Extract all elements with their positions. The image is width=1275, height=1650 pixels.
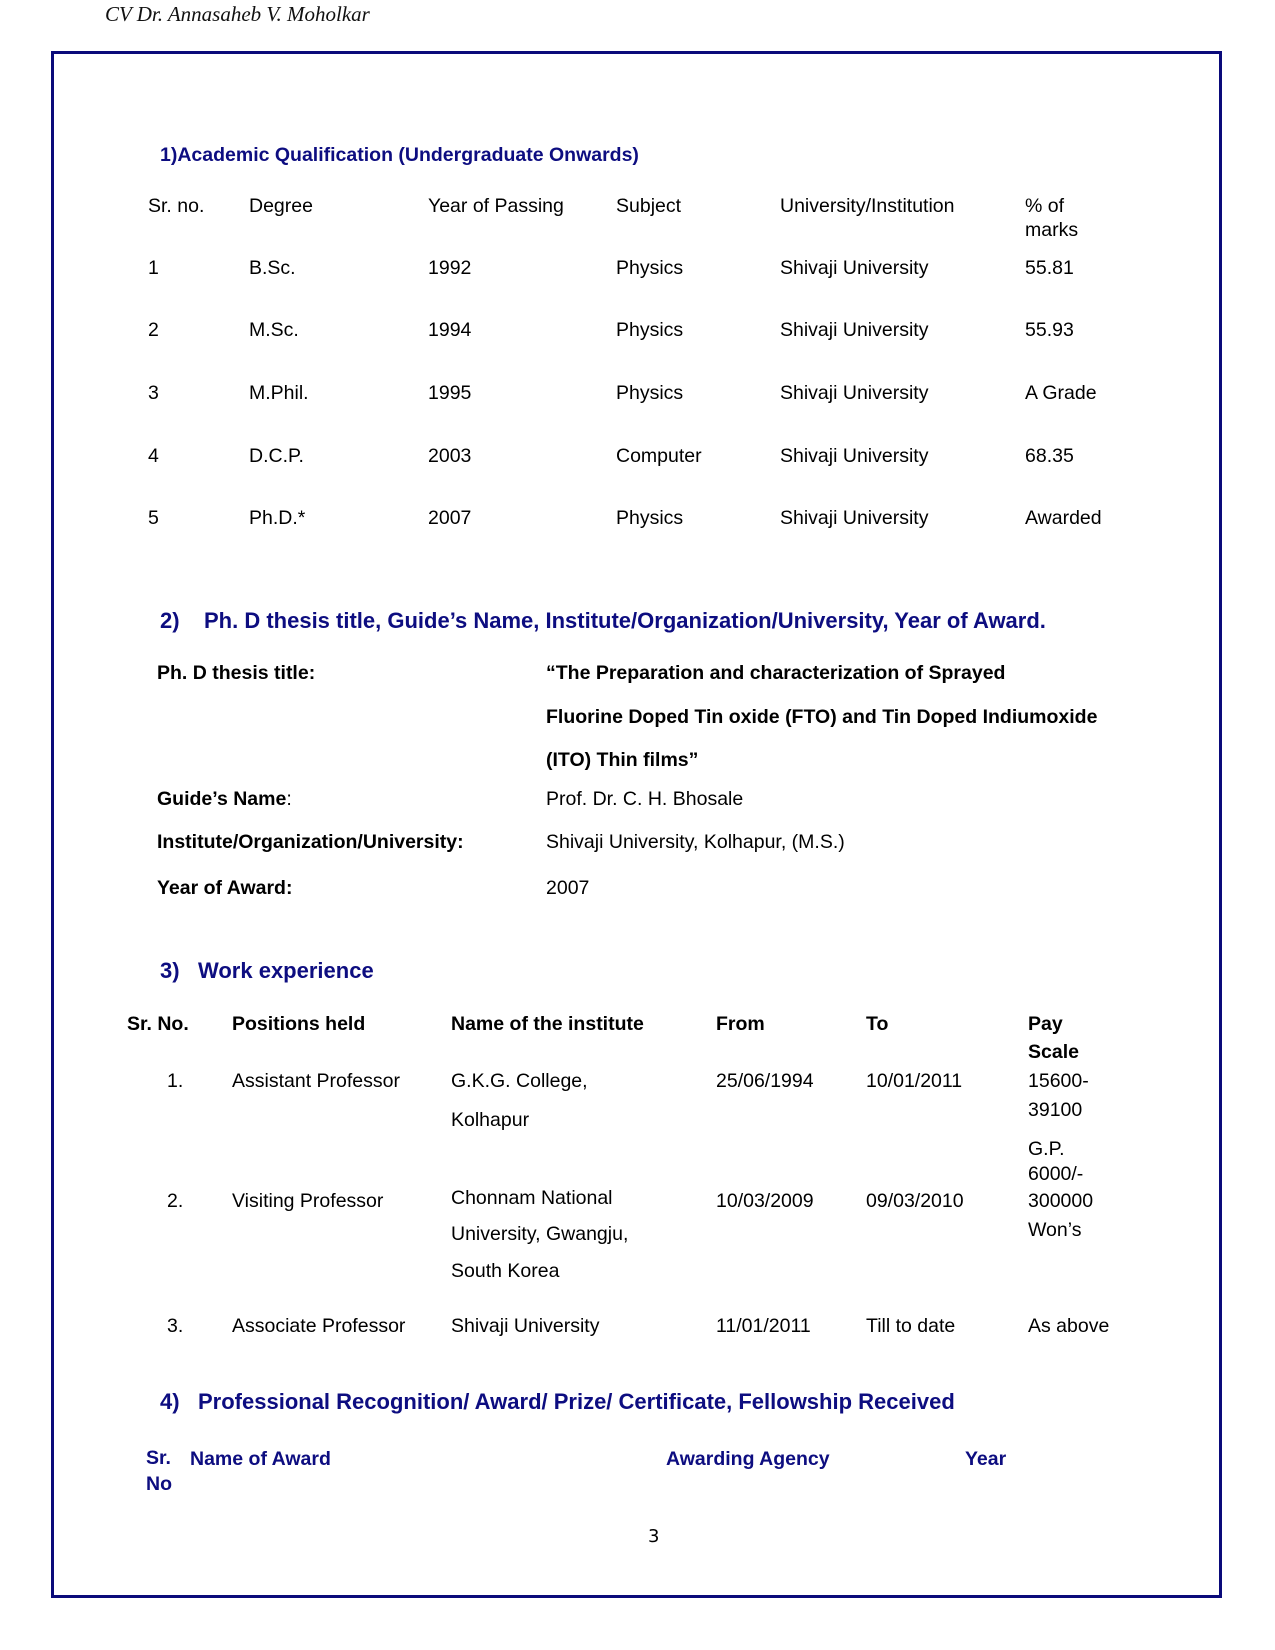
institute-value: Shivaji University, Kolhapur, (M.S.) xyxy=(546,831,845,853)
cell-to: 10/01/2011 xyxy=(866,1070,963,1092)
cell-pay-line1: 300000 xyxy=(1028,1190,1094,1212)
col-header-year: Year xyxy=(965,1448,1007,1470)
cell-subject: Physics xyxy=(616,257,684,279)
cell-degree: M.Phil. xyxy=(249,382,309,404)
cell-sr: 1. xyxy=(167,1070,184,1092)
cell-sr: 2 xyxy=(148,319,159,341)
section-1-heading: 1)Academic Qualification (Undergraduate Onwards) xyxy=(160,144,639,166)
cell-university: Shivaji University xyxy=(780,382,929,404)
col-header-pay-line1: Pay xyxy=(1028,1013,1063,1035)
cell-year: 1994 xyxy=(428,319,472,341)
col-header-to: To xyxy=(866,1013,889,1035)
section-2-heading: Ph. D thesis title, Guide’s Name, Institute/Organization/University, Year of Award. xyxy=(204,608,1046,633)
cell-position: Visiting Professor xyxy=(232,1190,384,1212)
section-4-number: 4) xyxy=(160,1389,180,1414)
cell-subject: Physics xyxy=(616,319,684,341)
cell-position: Associate Professor xyxy=(232,1315,406,1337)
cell-pay-line1: As above xyxy=(1028,1315,1110,1337)
cell-to: Till to date xyxy=(866,1315,956,1337)
thesis-title-line-3: (ITO) Thin films” xyxy=(546,749,699,771)
cell-university: Shivaji University xyxy=(780,319,929,341)
cell-university: Shivaji University xyxy=(780,445,929,467)
thesis-title-line-2: Fluorine Doped Tin oxide (FTO) and Tin Doped Indiumoxide xyxy=(546,706,1098,728)
year-of-award-value: 2007 xyxy=(546,877,590,899)
cell-sr: 1 xyxy=(148,257,159,279)
col-header-awarding-agency: Awarding Agency xyxy=(666,1448,830,1470)
year-of-award-label: Year of Award: xyxy=(157,877,293,899)
page-number: 3 xyxy=(648,1526,660,1547)
cell-institute-line1: G.K.G. College, xyxy=(451,1070,588,1092)
cell-degree: M.Sc. xyxy=(249,319,299,341)
cell-pay-line3: G.P. xyxy=(1028,1138,1065,1160)
cell-institute-line2: Kolhapur xyxy=(451,1109,530,1131)
cell-marks: Awarded xyxy=(1025,507,1102,529)
cell-from: 11/01/2011 xyxy=(716,1315,811,1337)
col-header-from: From xyxy=(716,1013,765,1035)
cell-marks: 55.81 xyxy=(1025,257,1074,279)
cell-from: 25/06/1994 xyxy=(716,1070,814,1092)
section-3-number: 3) xyxy=(160,958,180,983)
guide-name-colon: : xyxy=(286,788,292,810)
col-header-year: Year of Passing xyxy=(428,195,564,217)
guide-name-value: Prof. Dr. C. H. Bhosale xyxy=(546,788,744,810)
cell-sr: 3 xyxy=(148,382,159,404)
cell-marks: 68.35 xyxy=(1025,445,1074,467)
cell-from: 10/03/2009 xyxy=(716,1190,814,1212)
cell-subject: Computer xyxy=(616,445,702,467)
cell-institute-line2: University, Gwangju, xyxy=(451,1223,629,1245)
running-header-title: CV Dr. Annasaheb V. Moholkar xyxy=(105,2,370,26)
guide-name-label: Guide’s Name xyxy=(157,788,287,810)
col-header-sr-no: Sr. No. xyxy=(127,1013,189,1035)
col-header-sr-line2: No xyxy=(146,1473,172,1495)
cell-marks: A Grade xyxy=(1025,382,1097,404)
guide-name-label-wrap xyxy=(157,790,292,810)
cell-subject: Physics xyxy=(616,382,684,404)
cell-degree: B.Sc. xyxy=(249,257,296,279)
thesis-title-line-1: “The Preparation and characterization of Sprayed xyxy=(546,662,1006,684)
cell-pay-line4: 6000/- xyxy=(1028,1163,1084,1185)
cell-subject: Physics xyxy=(616,507,684,529)
cell-year: 2007 xyxy=(428,507,472,529)
cell-institute-line1: Shivaji University xyxy=(451,1315,600,1337)
cell-position: Assistant Professor xyxy=(232,1070,400,1092)
cell-sr: 4 xyxy=(148,445,159,467)
col-header-subject: Subject xyxy=(616,195,682,217)
thesis-title-label: Ph. D thesis title: xyxy=(157,662,316,684)
col-header-sr-line1: Sr. xyxy=(146,1447,171,1469)
cell-degree: Ph.D.* xyxy=(249,507,306,529)
institute-label: Institute/Organization/University: xyxy=(157,831,464,853)
cell-pay-line2: 39100 xyxy=(1028,1099,1083,1121)
cell-marks: 55.93 xyxy=(1025,319,1074,341)
cell-pay-line2: Won’s xyxy=(1028,1219,1082,1241)
section-3-heading: Work experience xyxy=(198,958,374,983)
col-header-award-name: Name of Award xyxy=(190,1448,331,1470)
cell-year: 2003 xyxy=(428,445,472,467)
cell-university: Shivaji University xyxy=(780,507,929,529)
cell-sr: 5 xyxy=(148,507,159,529)
col-header-sr-no: Sr. no. xyxy=(148,195,205,217)
cell-university: Shivaji University xyxy=(780,257,929,279)
cell-pay-line1: 15600- xyxy=(1028,1070,1089,1092)
cell-sr: 2. xyxy=(167,1190,184,1212)
cell-sr: 3. xyxy=(167,1315,184,1337)
cell-to: 09/03/2010 xyxy=(866,1190,964,1212)
cell-year: 1995 xyxy=(428,382,472,404)
cell-degree: D.C.P. xyxy=(249,445,304,467)
section-4-heading: Professional Recognition/ Award/ Prize/ Certificate, Fellowship Received xyxy=(198,1389,955,1414)
col-header-institute: Name of the institute xyxy=(451,1013,644,1035)
col-header-marks-line2: marks xyxy=(1025,219,1079,241)
cell-institute-line3: South Korea xyxy=(451,1260,560,1282)
col-header-positions: Positions held xyxy=(232,1013,366,1035)
col-header-university: University/Institution xyxy=(780,195,955,217)
col-header-marks-line1: % of xyxy=(1025,195,1065,217)
page-border xyxy=(51,51,1222,1598)
col-header-degree: Degree xyxy=(249,195,313,217)
cell-institute-line1: Chonnam National xyxy=(451,1187,613,1209)
cell-year: 1992 xyxy=(428,257,472,279)
col-header-pay-line2: Scale xyxy=(1028,1041,1079,1063)
section-2-number: 2) xyxy=(160,608,180,633)
